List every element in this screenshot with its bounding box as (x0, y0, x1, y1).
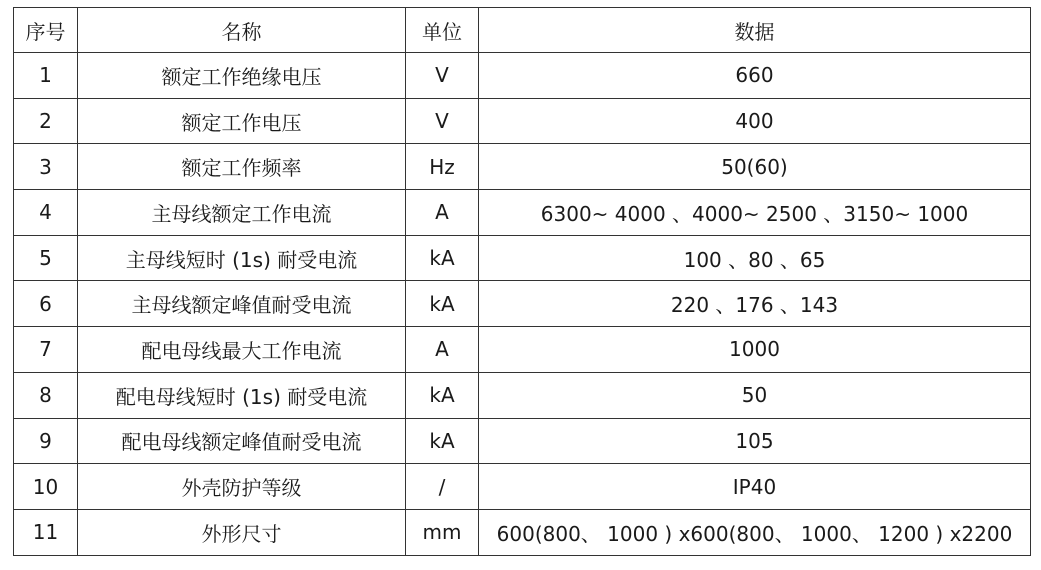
cell-no: 9 (14, 418, 78, 464)
cell-unit: kA (406, 235, 479, 281)
header-row (14, 8, 1031, 53)
cell-no: 4 (14, 190, 78, 236)
cell-unit: kA (406, 418, 479, 464)
cell-data: 100 、80 、65 (479, 235, 1031, 281)
cell-name: 额定工作电压 (78, 98, 406, 144)
cell-data: IP40 (479, 464, 1031, 510)
cell-unit: A (406, 327, 479, 373)
table-row (14, 372, 1031, 418)
table-row (14, 418, 1031, 464)
header-no: 序号 (14, 8, 78, 53)
cell-no: 5 (14, 235, 78, 281)
cell-name: 主母线短时 (1s) 耐受电流 (78, 235, 406, 281)
cell-data: 600(800、 1000 ) x600(800、 1000、 1200 ) x2200 (479, 509, 1031, 555)
cell-unit: kA (406, 372, 479, 418)
cell-name: 配电母线最大工作电流 (78, 327, 406, 373)
cell-name: 额定工作频率 (78, 144, 406, 190)
cell-unit: Hz (406, 144, 479, 190)
cell-no: 10 (14, 464, 78, 510)
cell-unit: mm (406, 509, 479, 555)
cell-unit: A (406, 190, 479, 236)
cell-data: 660 (479, 53, 1031, 99)
cell-unit: / (406, 464, 479, 510)
table-row (14, 53, 1031, 99)
cell-data: 220 、176 、143 (479, 281, 1031, 327)
table-row (14, 327, 1031, 373)
table-row (14, 190, 1031, 236)
cell-name: 配电母线额定峰值耐受电流 (78, 418, 406, 464)
table-row (14, 464, 1031, 510)
cell-data: 105 (479, 418, 1031, 464)
cell-no: 1 (14, 53, 78, 99)
table-row (14, 98, 1031, 144)
cell-data: 50 (479, 372, 1031, 418)
cell-name: 外形尺寸 (78, 509, 406, 555)
header-name: 名称 (78, 8, 406, 53)
header-data: 数据 (479, 8, 1031, 53)
cell-name: 额定工作绝缘电压 (78, 53, 406, 99)
cell-name: 主母线额定工作电流 (78, 190, 406, 236)
table-row (14, 235, 1031, 281)
cell-name: 外壳防护等级 (78, 464, 406, 510)
cell-data: 1000 (479, 327, 1031, 373)
spec-table (13, 7, 1031, 556)
cell-unit: kA (406, 281, 479, 327)
cell-no: 3 (14, 144, 78, 190)
cell-no: 11 (14, 509, 78, 555)
header-unit: 单位 (406, 8, 479, 53)
table-row (14, 281, 1031, 327)
cell-name: 主母线额定峰值耐受电流 (78, 281, 406, 327)
cell-name: 配电母线短时 (1s) 耐受电流 (78, 372, 406, 418)
cell-no: 7 (14, 327, 78, 373)
cell-data: 50(60) (479, 144, 1031, 190)
cell-data: 6300~ 4000 、4000~ 2500 、3150~ 1000 (479, 190, 1031, 236)
cell-no: 2 (14, 98, 78, 144)
cell-unit: V (406, 98, 479, 144)
cell-unit: V (406, 53, 479, 99)
cell-no: 8 (14, 372, 78, 418)
table-row (14, 144, 1031, 190)
cell-data: 400 (479, 98, 1031, 144)
cell-no: 6 (14, 281, 78, 327)
table-row (14, 509, 1031, 555)
